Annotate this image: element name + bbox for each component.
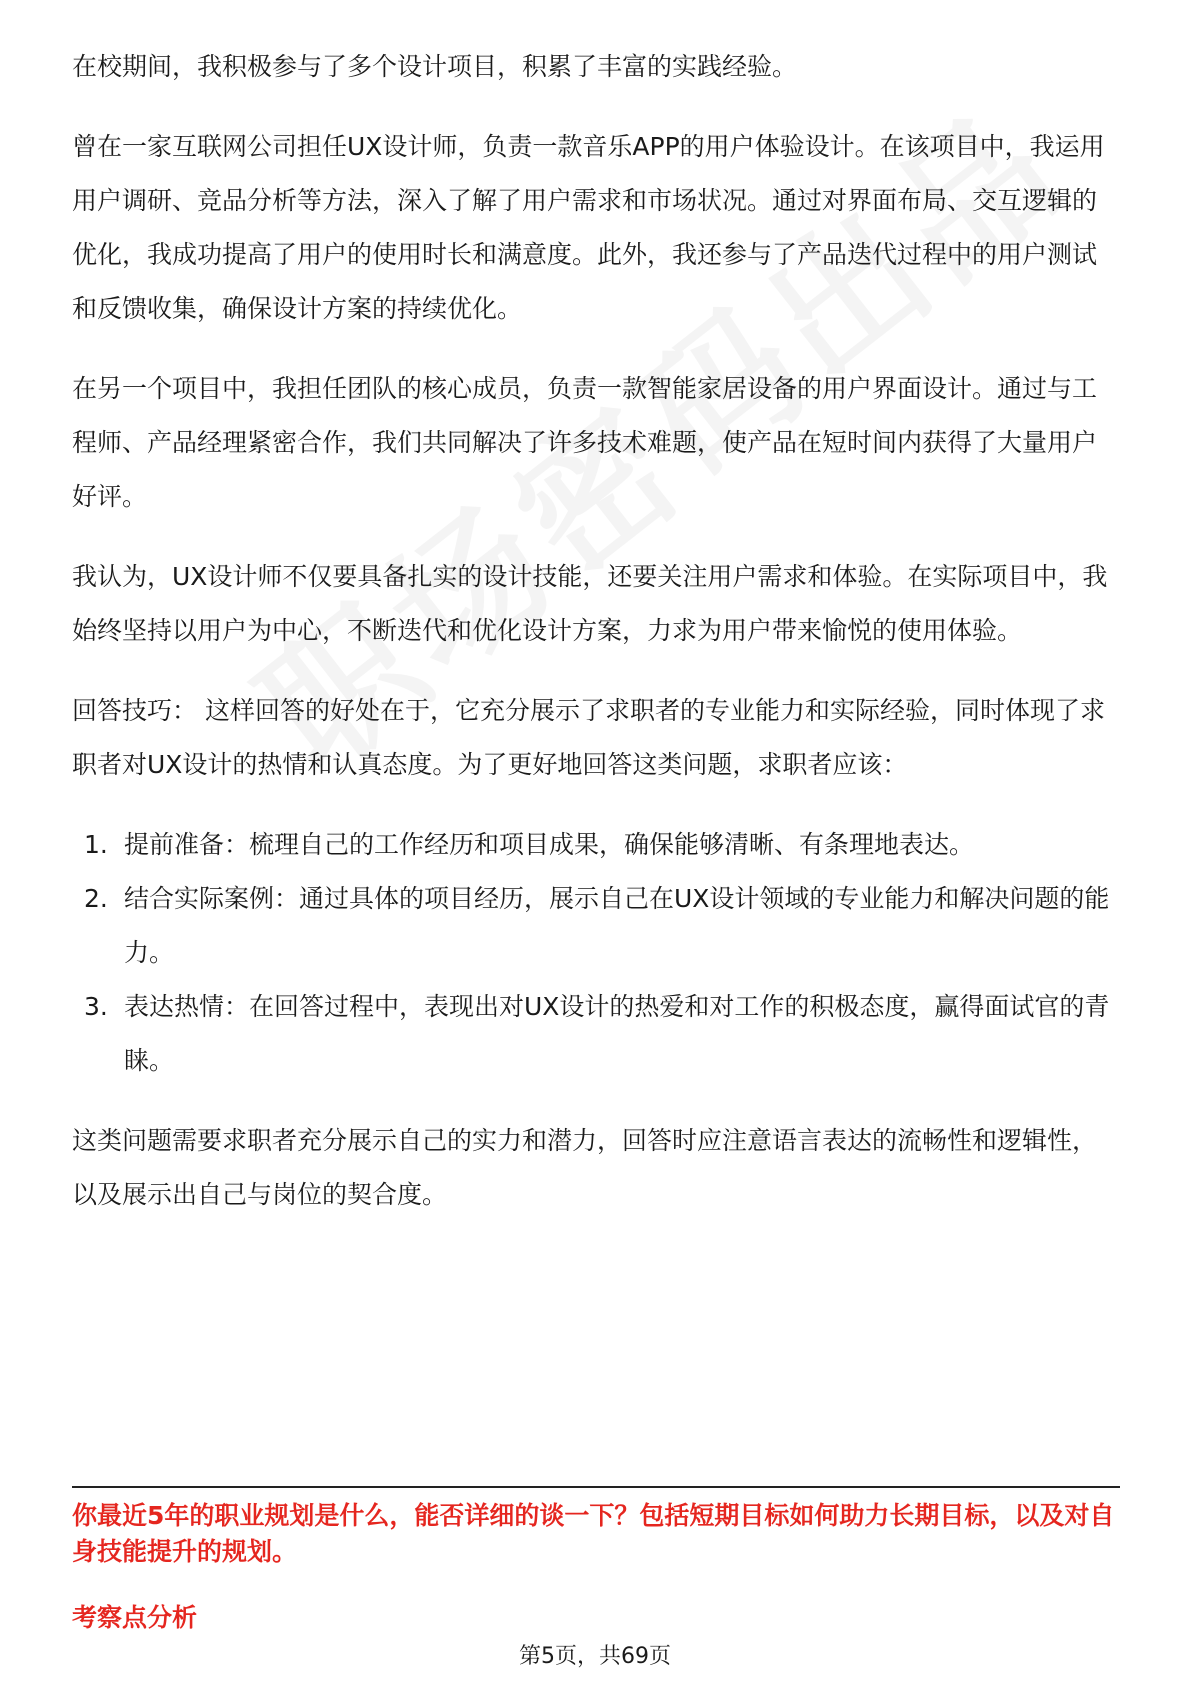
list-number: 3. [84, 992, 108, 1021]
page-footer: 第5页，共69页 [519, 1644, 671, 1669]
list-text: 提前准备：梳理自己的工作经历和项目成果，确保能够清晰、有条理地表达。 [124, 830, 975, 859]
list-item [72, 818, 1120, 872]
list-number: 1. [84, 830, 108, 859]
paragraph-answer-tips: 回答技巧： 这样回答的好处在于，它充分展示了求职者的专业能力和实际经验，同时体现了求职者对UX设计的热情和认真态度。为了更好地回答这类问题，求职者应该： [72, 696, 1105, 779]
list-number: 2. [84, 884, 108, 913]
list-item [72, 980, 1120, 1088]
paragraph-music-app-project: 曾在一家互联网公司担任UX设计师，负责一款音乐APP的用户体验设计。在该项目中，我运用用户调研、竞品分析等方法，深入了解了用户需求和市场状况。通过对界面布局、交互逻辑的优化，我成功提高了用户的使用时长和满意度。此外，我还参与了产品迭代过程中的用户测试和反馈收集，确保设计方案的持续优化。 [72, 132, 1105, 323]
tips-list [72, 818, 1120, 1088]
list-item [72, 872, 1120, 980]
paragraph-closing: 这类问题需要求职者充分展示自己的实力和潜力，回答时应注意语言表达的流畅性和逻辑性，以及展示出自己与岗位的契合度。 [72, 1126, 1098, 1209]
analysis-heading: 考察点分析 [72, 1603, 198, 1632]
paragraph-smart-home-project: 在另一个项目中，我担任团队的核心成员，负责一款智能家居设备的用户界面设计。通过与工程师、产品经理紧密合作，我们共同解决了许多技术难题，使产品在短时间内获得了大量用户好评。 [72, 374, 1098, 511]
section-divider [72, 1486, 1120, 1488]
paragraph-ux-philosophy: 我认为，UX设计师不仅要具备扎实的设计技能，还要关注用户需求和体验。在实际项目中，我始终坚持以用户为中心，不断迭代和优化设计方案，力求为用户带来愉悦的使用体验。 [72, 562, 1108, 645]
list-text: 表达热情：在回答过程中，表现出对UX设计的热爱和对工作的积极态度，赢得面试官的青睐。 [124, 992, 1110, 1075]
list-text: 结合实际案例：通过具体的项目经历，展示自己在UX设计领域的专业能力和解决问题的能力。 [124, 884, 1110, 967]
document-body [72, 40, 1120, 1248]
next-question-heading: 你最近5年的职业规划是什么，能否详细的谈一下？包括短期目标如何助力长期目标，以及对自身技能提升的规划。 [72, 1501, 1115, 1566]
paragraph-intro: 在校期间，我积极参与了多个设计项目，积累了丰富的实践经验。 [72, 52, 798, 81]
